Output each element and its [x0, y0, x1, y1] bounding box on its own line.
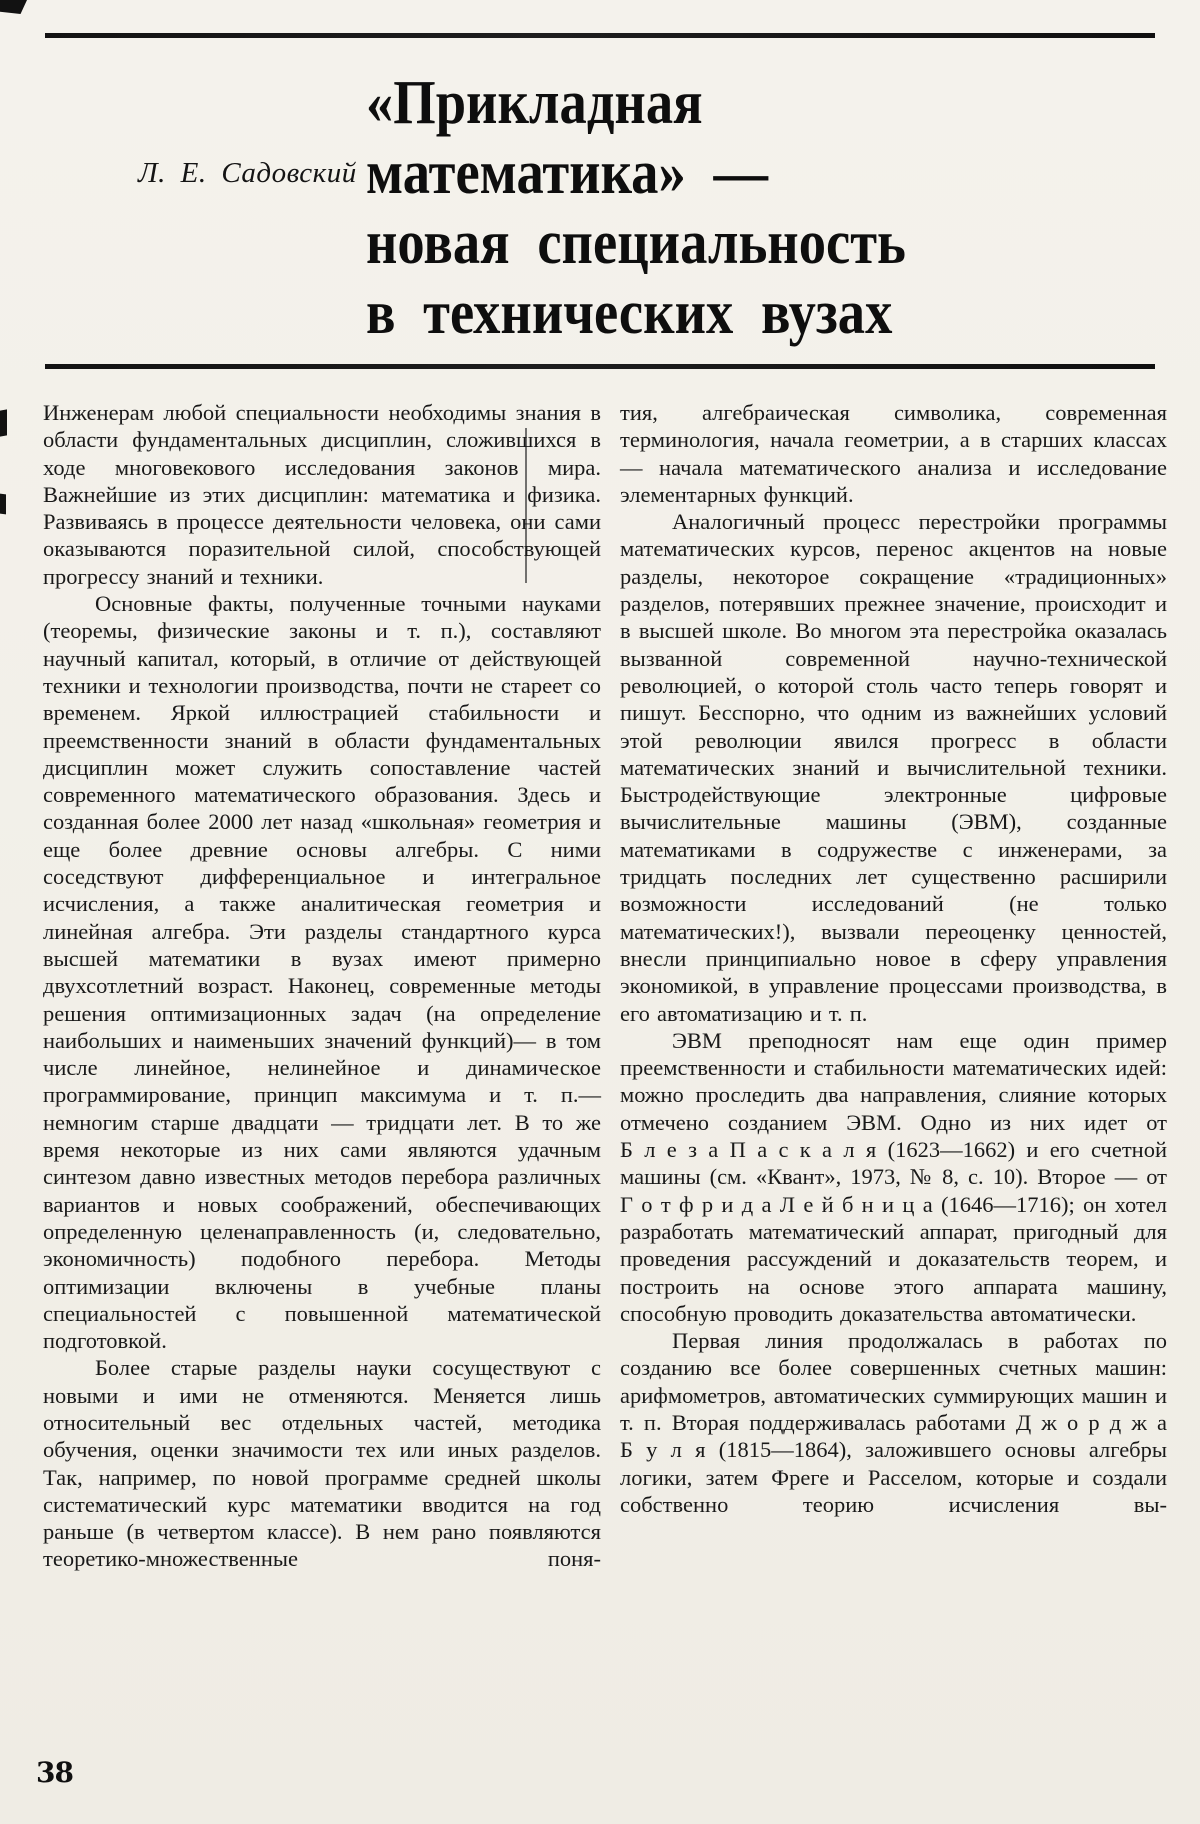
title-line-3: новая специальность: [366, 209, 906, 277]
scan-edge-mark: [0, 409, 7, 436]
article-title: [366, 68, 906, 348]
paragraph-first-line: Первая линия продолжалась в работах по созданию все более совершенных счетных машин: арифмометров, автоматических суммирующих машин и т. п. Вторая поддерживалась работами Д ж о р д ж а Б у л я (1815—1864), заложившего основы алгебры логики, затем Фреге и Расселом, которые и создали собственно теорию исчисления вы-: [620, 1328, 1167, 1517]
paragraph-restructuring: Аналогичный процесс перестройки программы математических курсов, перенос акцентов на новые разделы, некоторое сокращение «традиционных» разделов, потерявших прежнее значение, происходит и в высшей школе. Во многом эта перестройка оказалась вызванной современной научно-технической революцией, о которой столь часто теперь говорят и пишут. Бесспорно, что одним из важнейших условий этой революции явился прогресс в области математических знаний и вычислительной техники. Быстродействующие электронные цифровые вычислительные машины (ЭВМ), созданные математиками в содружестве с инженерами, за тридцать последних лет существенно расширили возможности исследований (не только математических!), вызвали переоценку ценностей, внесли принципиально новое в сферу управления экономикой, в управление процессами производства, в его автоматизацию и т. п.: [620, 509, 1167, 1026]
page-number: 38: [36, 1756, 73, 1789]
paragraph-continuation: тия, алгебраическая символика, современная терминология, начала геометрии, а в старших классах — начала математического анализа и исследование элементарных функций.: [620, 400, 1167, 507]
right-column: [620, 399, 1167, 1518]
paragraph-intro: Инженерам любой специальности необходимы знания в области фундаментальных дисциплин, сложившихся в ходе многовекового исследования законов мира. Важнейшие из этих дисциплин: математика и физика. Развиваясь в процессе деятельности человека, они сами оказываются поразительной силой, способствующей прогрессу знаний и техники.: [43, 400, 601, 589]
paragraph-evm-history: ЭВМ преподносят нам еще один пример преемственности и стабильности математических идей: можно проследить два направления, слияние которых отмечено созданием ЭВМ. Одно из них идет от Б л е з а П а с к а л я (1623—1662) и его счетной машины (см. «Квант», 1973, № 8, с. 10). Второе — от Г о т ф р и д а Л е й б н и ц а (1646—1716); он хотел разработать математический аппарат, пригодный для проведения рассуждений и доказательств теорем, и построить на основе этого аппарата машину, способную проводить доказательства автоматически.: [620, 1027, 1167, 1326]
paragraph-basic-facts: Основные факты, полученные точными науками (теоремы, физические законы и т. п.), составляют научный капитал, который, в отличие от действующей техники и технологии производства, почти не стареет со временем. Яркой иллюстрацией стабильности и преемственности знаний в области фундаментальных дисциплин может служить сопоставление частей современного математического образования. Здесь и созданная более 2000 лет назад «школьная» геометрия и еще более древние основы алгебры. С ними соседствуют дифференциальное и интегральное исчисления, а также аналитическая геометрия и линейная алгебра. Эти разделы стандартного курса высшей математики в вузах имеют примерно двухсотлетний возраст. Наконец, современные методы решения оптимизационных задач (на определение наибольших и наименьших значений функций)— в том числе линейное, нелинейное и динамическое программирование, принцип максимума и т. п.— немногим старше двадцати — тридцати лет. В то же время некоторые из них сами являются удачным синтезом давно известных методов перебора различных вариантов и новых соображений, обеспечивающих определенную целенаправленность (и, следовательно, экономичность) подобного перебора. Методы оптимизации включены в учебные планы специальностей с повышенной математической подготовкой.: [43, 591, 601, 1354]
top-rule: [45, 33, 1155, 38]
paragraph-old-sections: Более старые разделы науки сосуществуют с новыми и ими не отменяются. Меняется лишь относительный вес отдельных частей, методика обучения, оценки значимости тех или иных разделов. Так, например, по новой программе средней школы систематический курс математики вводится на год раньше (в четвертом классе). В нем рано появляются теоретико-множественные поня-: [43, 1355, 601, 1572]
scan-edge-mark: [0, 494, 6, 515]
left-column: [43, 399, 601, 1573]
title-line-4: в технических вузах: [366, 279, 893, 347]
title-line-2: математика» —: [366, 139, 769, 207]
scan-corner-mark: [0, 0, 27, 14]
title-divider-rule: [45, 364, 1155, 369]
author-byline: Л. Е. Садовский: [138, 157, 357, 189]
title-line-1: «Прикладная: [366, 69, 703, 137]
